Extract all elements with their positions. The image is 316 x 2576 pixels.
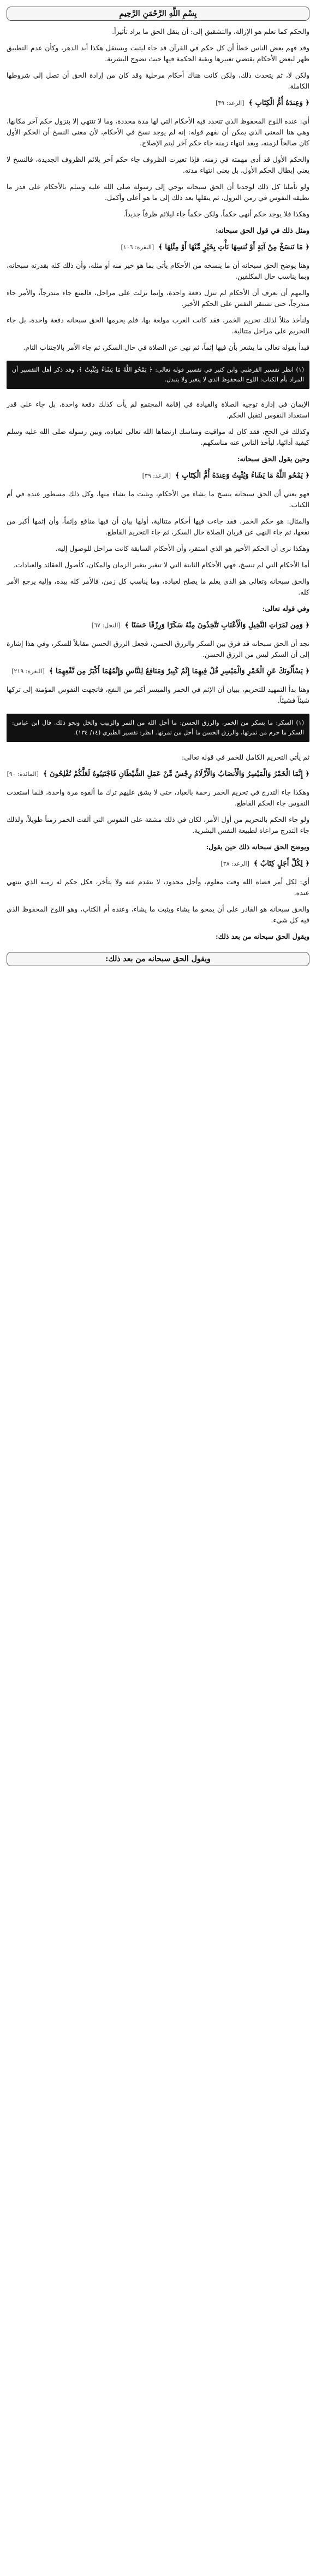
body-paragraph: وهكذا نرى أن الحكم الأخير هو الذي استقر، وأن الأحكام السابقة كانت مراحل للوصول إليه. xyxy=(55,544,309,552)
page xyxy=(7,0,309,978)
verse-reference: [الرعد: ٣٨] xyxy=(220,860,249,867)
closing-verse-banner xyxy=(7,952,309,966)
bismillah-banner xyxy=(7,7,309,21)
body-paragraph: والحكم كما تعلم هو الإزالة، والتشقيق إلى: أن ينقل الحق ما يراد تأثيراً. xyxy=(112,27,309,36)
body-paragraph: والحق سبحانه هو القادر على أن يمحو ما يشاء ويثبت ما يشاء، وعنده أم الكتاب، وهو اللوح المحفوظ الذي فيه كل شيء. xyxy=(7,905,309,924)
verse-reference: [البقرة: ١٠٦] xyxy=(121,244,154,251)
footnote-box: (١) السكر: ما يسكر من الخمر، والرزق الحسن: ما أحل الله من التمر والزبيب والخل ونحو ذلك. قال ابن عباس: السكر ما حرم من ثمرتها، والرزق الحسن ما أحل من ثمرتها. انظر: تفسير الطبري (١٤/ ١٣٤). xyxy=(7,714,309,742)
body-paragraph: والحق سبحانه وتعالى هو الذي يعلم ما يصلح لعباده، وما يناسب كل زمن، فالأمر كله بيده، وإليه يرجع الأمر كله. xyxy=(7,577,309,596)
body-paragraph: وهنا بدأ التمهيد للتحريم، ببيان أن الإثم في الخمر والميسر أكبر من النفع، فاتجهت النفوس المؤمنة إلى تركها شيئاً فشيئاً. xyxy=(7,685,309,704)
verse-text: ﴿ لِكُلِّ أَجَلٍ كِتَابٌ ﴾ xyxy=(253,860,309,868)
verse-text: ﴿ وَعِندَهُ أُمُّ الْكِتَابِ ﴾ xyxy=(248,99,309,107)
body-paragraph: فهو يعني أن الحق سبحانه ينسخ ما يشاء من الأحكام، ويثبت ما يشاء منها، وكل ذلك مسطور عنده في أم الكتاب. xyxy=(7,490,309,509)
verse-reference: [البقرة: ٢١٩] xyxy=(11,668,45,675)
closing-verse-text: ويقول الحق سبحانه من بعد ذلك: xyxy=(105,955,211,963)
body-paragraph: ثم يأتي التحريم الكامل للخمر في قوله تعالى: xyxy=(181,753,309,761)
quran-verse xyxy=(7,858,309,870)
footnote-box: (١) انظر تفسير القرطبي وابن كثير في تفسير قوله تعالى: ﴿ يَمْحُو اللَّهُ مَا يَشَاءُ وَيُثْبِتُ ﴾، وقد ذكر أهل التفسير أن المراد بأم الكتاب: اللوح المحفوظ الذي لا يتغير ولا يتبدل. xyxy=(7,361,309,389)
body-paragraph: أي: لكل أمر قضاه الله وقت معلوم، وأجل محدود، لا يتقدم عنه ولا يتأخر، فكل حكم له زمنه الذي ينتهي عنده. xyxy=(7,878,309,897)
quran-verse xyxy=(7,666,309,678)
bismillah-text: بِسْمِ اللَّهِ الرَّحْمَنِ الرَّحِيمِ xyxy=(119,9,197,18)
quran-verse xyxy=(7,768,309,780)
quran-verse xyxy=(7,620,309,632)
body-paragraph: والمثال: هو حكم الخمر، فقد جاءت فيها أحكام متتالية، أولها بيان أن فيها منافع وإثماً، وأن إثمها أكبر من نفعها، ثم جاء النهي عن قربان الصلاة حال السكر، ثم جاء التحريم القاطع. xyxy=(7,517,309,536)
verse-reference: [الرعد: ٣٩] xyxy=(142,472,171,479)
verse-reference: [المائدة: ٩٠] xyxy=(7,771,39,778)
body-paragraph: الإيمان في إدارة توجيه الصلاة والقيادة في إقامة المجتمع لم يأت كذلك دفعة واحدة، بل جاء على قدر استعداد النفوس لتقبل الحكم. xyxy=(7,400,309,419)
verse-reference: [الرعد: ٣٩] xyxy=(216,99,245,107)
section-heading: ومثل ذلك في قول الحق سبحانه: xyxy=(215,226,309,234)
body-paragraph: وقد فهم بعض الناس خطأ أن كل حكم في القرآن قد جاء ليثبت ويستقل هكذا أبد الدهر، وكأن عدم التطبيق ظهر لبعض الأحكام يقتضي تغييرها وبقية الحكمة فيها حيث نضوج البشرية. xyxy=(7,44,309,63)
verse-text: ﴿ إِنَّمَا الْخَمْرُ وَالْمَيْسِرُ وَالْأَنصَابُ وَالْأَزْلَامُ رِجْسٌ مِّنْ عَمَلِ الشَّيْطَانِ فَاجْتَنِبُوهُ لَعَلَّكُمْ تُفْلِحُونَ ﴾ xyxy=(43,770,309,778)
section-heading: وفي قوله تعالى: xyxy=(262,604,309,613)
body-paragraph: والحكم الأول قد أدى مهمته في زمنه. فإذا تغيرت الظروف جاء حكم آخر يلائم الظروف الجديدة، فالنسخ لا يعني إبطال الحكم الأول، بل يعني انتهاء مدته. xyxy=(7,155,309,174)
body-paragraph: أما الأحكام التي لم تنسخ، فهي الأحكام الثابتة التي لا تتغير بتغير الزمان والمكان، كأصول العقائد والعبادات. xyxy=(13,561,309,569)
section-heading: ويقول الحق سبحانه من بعد ذلك: xyxy=(215,932,309,940)
body-paragraph: وهكذا جاء التدرج في تحريم الخمر رحمة بالعباد، حتى لا يشق عليهم ترك ما ألفوه مرة واحدة، فلما استعدت النفوس جاء الحكم القاطع. xyxy=(7,788,309,807)
verse-text: ﴿ يَسْأَلُونَكَ عَنِ الْخَمْرِ وَالْمَيْسِرِ قُلْ فِيهِمَا إِثْمٌ كَبِيرٌ وَمَنَافِعُ لِلنَّاسِ وَإِثْمُهُمَا أَكْبَرُ مِن نَّفْعِهِمَا ﴾ xyxy=(49,667,309,675)
content xyxy=(7,26,309,942)
body-paragraph: وهنا يوضح الحق سبحانه أن ما ينسخه من الأحكام يأتي بما هو خير منه أو مثله، وأن ذلك كله بقدرته سبحانه، وبما يناسب حال المكلفين. xyxy=(7,261,309,280)
body-paragraph: ولو تأملنا كل ذلك لوجدنا أن الحق سبحانه يوحي إلى رسوله صلى الله عليه وسلم بالأحكام على قدر ما تطيقه النفوس في زمن النزول، ثم ينقلها بعد ذلك إلى ما هو أعلى وأكمل. xyxy=(7,183,310,202)
body-paragraph: نجد أن الحق سبحانه قد فرق بين السكر والرزق الحسن، فجعل الرزق الحسن مقابلاً للسكر، وفي هذا إشارة إلى أن السكر ليس من الرزق الحسن. xyxy=(7,639,309,658)
body-paragraph: فبدأ بقوله تعالى ما يشعر بأن فيها إثماً، ثم نهى عن الصلاة في حال السكر، ثم جاء الأمر بالاجتناب التام. xyxy=(23,343,309,351)
body-paragraph: والمهم أن نعرف أن الأحكام لم تنزل دفعة واحدة، وإنما نزلت على مراحل، فالمنع جاء متدرجاً، والأمر جاء متدرجاً، حتى تستقر النفس على الحكم الأخير. xyxy=(7,289,309,308)
quran-verse xyxy=(7,97,309,109)
quran-verse xyxy=(7,470,309,482)
body-paragraph: ولكن لا، ثم يتحدث ذلك، ولكن كانت هناك أحكام مرحلية وقد كان من إرادة الحق أن تصل إلى شروطها الكاملة. xyxy=(7,71,309,90)
section-heading: وحين يقول الحق سبحانه: xyxy=(237,455,309,463)
body-paragraph: أي: عنده اللوح المحفوظ الذي تتحدد فيه الأحكام التي لها مدة محددة، وما لا تنتهي إلا بنزول حكم آخر مكانها، وهي هنا المعنى الذي يمكن أن نفهم قوله: إنه لم يوجد نسخ في الأحكام، لأن معنى النسخ أن الحكم الأول كان صالحاً لزمنه، وبعد انتهاء زمنه جاء حكم آخر ليتم الإصلاح. xyxy=(7,117,309,147)
body-paragraph: ولو جاء الحكم بالتحريم من أول الأمر، لكان في ذلك مشقة على النفوس التي ألفت الخمر زمناً طويلاً، ولذلك جاء التدرج مراعاة لطبيعة النفس البشرية. xyxy=(7,815,309,834)
body-paragraph: ولنأخذ مثلاً لذلك تحريم الخمر، فقد كانت العرب مولعة بها، فلم يحرمها الحق سبحانه دفعة واحدة، بل جاء التحريم على مراحل متتالية. xyxy=(7,316,309,335)
verse-text: ﴿ يَمْحُو اللَّهُ مَا يَشَاءُ وَيُثْبِتُ وَعِندَهُ أُمُّ الْكِتَابِ ﴾ xyxy=(175,472,309,480)
section-heading: ويوضح الحق سبحانه ذلك حين يقول: xyxy=(206,843,309,851)
verse-reference: [النحل: ٦٧] xyxy=(91,622,121,629)
quran-verse xyxy=(7,242,309,254)
verse-text: ﴿ وَمِن ثَمَرَاتِ النَّخِيلِ وَالْأَعْنَابِ تَتَّخِذُونَ مِنْهُ سَكَرًا وَرِزْقًا حَسَنًا ﴾ xyxy=(124,621,309,630)
body-paragraph: وكذلك في الحج، فقد كان له مواقيت ومناسك ارتضاها الله تعالى لعباده، وبين رسوله صلى الله عليه وسلم كيفية أدائها، ليأخذ الناس عنه مناسكهم. xyxy=(7,427,309,446)
verse-text: ﴿ مَا نَنسَخْ مِنْ آيَةٍ أَوْ نُنسِهَا نَأْتِ بِخَيْرٍ مِّنْهَا أَوْ مِثْلِهَا ﴾ xyxy=(158,243,309,251)
body-paragraph: وهكذا فلا يوجد حكم أنهى حكماً، ولكن حكماً جاء ليلائم ظرفاً جديداً. xyxy=(123,210,309,218)
